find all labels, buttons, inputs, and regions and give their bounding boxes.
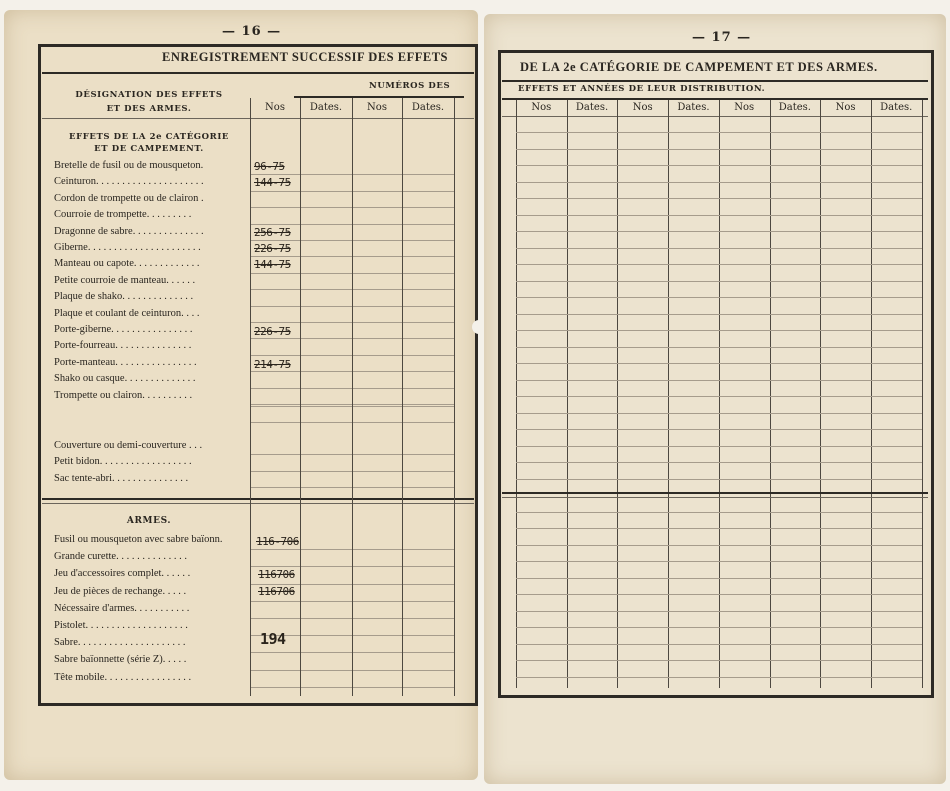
armes-item-1: Grande curette. . . . . . . . . . . . . .: [54, 551, 187, 563]
campement-item-7: Petite courroie de manteau. . . . . .: [54, 274, 196, 286]
campement-item-1: Ceinturon. . . . . . . . . . . . . . . . . . . . .: [54, 176, 204, 188]
left-col-divider-0: [250, 98, 251, 696]
right-row-rule-8: [516, 264, 922, 265]
right-col-divider-4: [719, 100, 720, 688]
right-row-rule-12: [516, 330, 922, 331]
right-row-rule-28: [516, 611, 922, 612]
section-campement-line1: EFFETS DE LA 2e CATÉGORIE: [69, 132, 229, 142]
right-row-rule-18: [516, 429, 922, 430]
designation-header-line2: ET DES ARMES.: [106, 104, 192, 114]
hw-fusil: 116-706: [256, 535, 299, 548]
right-row-rule-6: [516, 231, 922, 232]
right-col-head-3: Dates.: [677, 102, 710, 113]
hw-rechange: 116706: [258, 585, 295, 598]
hw-manteau: 144-75: [254, 258, 291, 271]
campement-item-14: Trompette ou clairon. . . . . . . . . .: [54, 389, 193, 401]
right-col-divider-2: [617, 100, 618, 688]
right-row-rule-1: [516, 149, 922, 150]
campement-item-0: Bretelle de fusil ou de mousqueton.: [54, 160, 204, 171]
banner-underline: [42, 72, 474, 74]
right-row-rule-23: [516, 528, 922, 529]
hw-giberne: 226-75: [254, 242, 291, 255]
right-row-rule-19: [516, 446, 922, 447]
campement-item-12: Porte-manteau. . . . . . . . . . . . . . . .: [54, 356, 197, 368]
right-col-divider-3: [668, 100, 669, 688]
right-row-rule-10: [516, 297, 922, 298]
campement-item-13: Shako ou casque. . . . . . . . . . . . . .: [54, 373, 196, 385]
armes-item-3: Jeu de pièces de rechange. . . . .: [54, 585, 187, 597]
right-col-head-2: Nos: [632, 102, 653, 113]
campement-item-8: Plaque de shako. . . . . . . . . . . . . .: [54, 291, 194, 303]
right-armes-separator-thin: [502, 497, 928, 498]
designation-header-line1: DÉSIGNATION DES EFFETS: [75, 90, 223, 100]
armes-item-6: Sabre. . . . . . . . . . . . . . . . . . . . .: [54, 637, 186, 649]
right-col-divider-5: [770, 100, 771, 688]
right-row-rule-17: [516, 413, 922, 414]
right-row-rule-11: [516, 314, 922, 315]
right-banner: DE LA 2e CATÉGORIE DE CAMPEMENT ET DES ARMES.: [520, 60, 878, 74]
campement-extra-item-1: Petit bidon. . . . . . . . . . . . . . . . . .: [54, 456, 192, 468]
campement-item-11: Porte-fourreau. . . . . . . . . . . . . . .: [54, 340, 192, 352]
right-row-rule-21: [516, 479, 922, 480]
col-head-dates-1: Dates.: [309, 102, 343, 113]
page-number-16: — 16 —: [222, 24, 282, 39]
right-col-divider-1: [567, 100, 568, 688]
armes-item-8: Tête mobile. . . . . . . . . . . . . . . . .: [54, 671, 192, 683]
armes-item-5: Pistolet. . . . . . . . . . . . . . . . . . . .: [54, 620, 188, 631]
right-row-rule-5: [516, 215, 922, 216]
right-row-rule-2: [516, 165, 922, 166]
armes-separator: [42, 498, 474, 500]
left-page: [4, 10, 478, 780]
right-row-rule-13: [516, 347, 922, 348]
right-col-head-4: Nos: [734, 102, 755, 113]
right-row-rule-24: [516, 545, 922, 546]
right-row-rule-29: [516, 627, 922, 628]
campement-item-10: Porte-giberne. . . . . . . . . . . . . . . .: [54, 324, 193, 335]
campement-extra-item-0: Couverture ou demi-couverture . . .: [54, 440, 203, 451]
right-col-head-1: Dates.: [575, 102, 609, 113]
numeros-underline: [294, 96, 464, 98]
right-table-frame: [498, 50, 934, 698]
right-armes-separator: [502, 492, 928, 494]
right-row-rule-7: [516, 248, 922, 249]
hw-ceinturon: 144-75: [254, 176, 291, 189]
right-col-divider-6: [820, 100, 821, 688]
campement-extra-item-2: Sac tente-abri. . . . . . . . . . . . . . .: [54, 472, 189, 484]
hw-bretelle: 96-75: [254, 160, 285, 173]
right-row-rule-26: [516, 578, 922, 579]
hw-porte-giberne: 226-75: [254, 325, 291, 338]
right-col-head-7: Dates.: [880, 102, 913, 113]
right-row-rule-3: [516, 182, 922, 183]
section-campement-line2: ET DE CAMPEMENT.: [94, 144, 204, 154]
right-row-rule-14: [516, 363, 922, 364]
section-armes: ARMES.: [126, 516, 172, 526]
right-col-divider-7: [871, 100, 872, 688]
hw-sabre: 194: [260, 630, 286, 648]
header-bottom-rule: [42, 118, 474, 119]
right-col-head-6: Nos: [835, 102, 856, 113]
campement-item-9: Plaque et coulant de ceinturon. . . .: [54, 307, 200, 319]
left-col-divider-1: [300, 98, 301, 696]
right-col-head-5: Dates.: [778, 102, 811, 113]
campement-item-6: Manteau ou capote. . . . . . . . . . . . .: [54, 258, 200, 270]
right-col-head-0: Nos: [531, 102, 552, 113]
right-col-divider-0: [516, 100, 517, 688]
col-head-nos-2: Nos: [367, 102, 387, 113]
left-col-divider-3: [402, 98, 403, 696]
left-col-divider-2: [352, 98, 353, 696]
campement-item-4: Dragonne de sabre. . . . . . . . . . . . . .: [54, 225, 204, 237]
campement-item-5: Giberne. . . . . . . . . . . . . . . . . . . . . .: [54, 242, 201, 253]
armes-item-7: Sabre baïonnette (série Z). . . . .: [54, 654, 187, 666]
right-col-divider-8: [922, 100, 923, 688]
campement-item-2: Cordon de trompette ou de clairon .: [54, 192, 204, 204]
right-row-rule-20: [516, 462, 922, 463]
hw-porte-manteau: 214-75: [254, 358, 291, 371]
armes-separator-thin: [42, 503, 474, 504]
armes-item-4: Nécessaire d'armes. . . . . . . . . . .: [54, 602, 190, 614]
right-row-rule-27: [516, 594, 922, 595]
right-row-rule-30: [516, 644, 922, 645]
right-row-rule-31: [516, 660, 922, 661]
right-row-rule-4: [516, 198, 922, 199]
left-banner: ENREGISTREMENT SUCCESSIF DES EFFETS: [162, 50, 448, 64]
right-page: [484, 14, 946, 784]
armes-item-0: Fusil ou mousqueton avec sabre baïonn.: [54, 534, 223, 545]
page-number-17: — 17 —: [692, 30, 752, 45]
right-row-rule-9: [516, 281, 922, 282]
right-banner-underline: [502, 80, 928, 82]
armes-item-2: Jeu d'accessoires complet. . . . . .: [54, 568, 191, 580]
col-head-nos-1: Nos: [265, 102, 285, 113]
right-row-rule-15: [516, 380, 922, 381]
hw-accessoires: 116706: [258, 568, 295, 581]
col-head-dates-2: Dates.: [411, 102, 445, 113]
right-row-rule-16: [516, 396, 922, 397]
right-subtitle: EFFETS ET ANNÉES DE LEUR DISTRIBUTION.: [518, 84, 766, 94]
right-row-rule-22: [516, 512, 922, 513]
left-col-divider-4: [454, 98, 455, 696]
right-row-rule-0: [516, 132, 922, 133]
numeros-header: NUMÉROS DES: [369, 81, 451, 91]
right-row-rule-25: [516, 561, 922, 562]
right-row-rule-32: [516, 677, 922, 678]
campement-item-3: Courroie de trompette. . . . . . . . .: [54, 209, 192, 221]
hw-dragonne: 256-75: [254, 226, 291, 239]
